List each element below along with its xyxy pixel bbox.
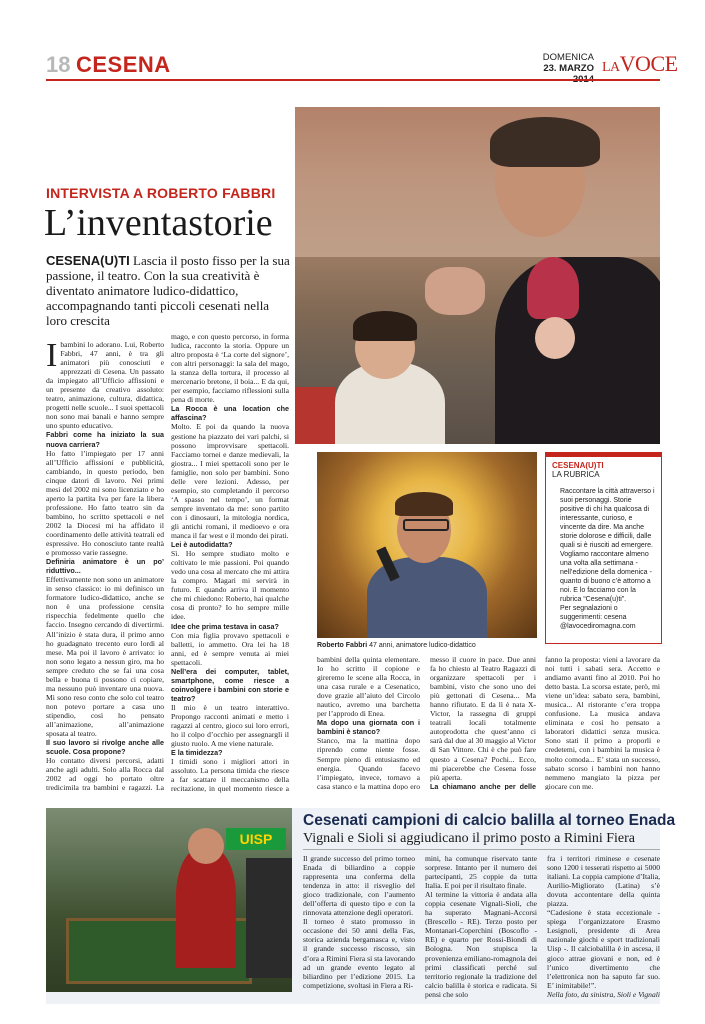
paragraph: fanno la proposta: vieni a lavorare da noi tutti i sabati sera. Accetto e andiamo avanti fino al 2010. Poi ho detto basta. La scorsa estate, però, mi viene un’idea: sabato sera, bambini, musica... Al ristorante c’era troppa confusione. La musica andava eliminata e così ho pensato a laboratori didattici senza musica. Sono stati il primo a proporli e credetemi, con i bambini la musica è molto comoda... E’ stata un successo, sabato scorso i bambini non hanno nemmeno mangiato la pizza per giocare con me. [545, 655, 660, 790]
interview-question: E la timidezza? [171, 748, 223, 758]
paragraph: Sì. Ho sempre studiato molto e coltivato le mie passioni. Poi quando vedo una cosa al mercato che mi attira la compro. Magari mi servirà in futuro. E quando arriva il momento che mi chiedono: Roberto, hai qualche cosa di pronto? Io ho sempre mille idee. [171, 549, 289, 622]
article-column-1 [46, 340, 164, 794]
interview-question: Fabbri come ha iniziato la sua nuova carriera? [46, 430, 164, 449]
paragraph: I timidi sono i migliori attori in assoluto. La persona timida che riesce a far scattare il meccanismo della recitazione, in quel momento riesce a [171, 757, 289, 794]
portrait-photo [317, 452, 537, 638]
page-number: 18 [46, 52, 71, 77]
interview-question: Ma dopo una giornata con i bambini è stanco? [317, 718, 420, 737]
bottom-column-2 [425, 854, 537, 1000]
interview-question: Il suo lavoro si rivolge anche alle scuole. Cosa propone? [46, 738, 164, 757]
bottom-column-3 [547, 854, 660, 1000]
box-contact: Per segnalazioni o suggerimenti: cesena @lavocediromagna.com [560, 605, 636, 630]
article-column-2 [171, 332, 289, 794]
bottom-article-title: Cesenati campioni di calcio balilla al torneo Enada [303, 812, 676, 829]
paragraph: messo il cuore in pace. Due anni fa ho chiesto al Teatro Ragazzi di organizzare spettacoli per i bambini, visto che sono uno dei più gettonati di Cesena... Ma hanno rifiutato. E da lì è nata X-Victor, la rassegna di gruppi teatrali locali totalmente autoprodotta che quest’anno ci sarà dal due al 30 maggio al Victor di San Vittore. Chi è che può fare questo a Cesena? Pochi... Ecco, mi piacerebbe che Cesena fosse più aperta. [430, 655, 536, 782]
interview-question: La Rocca è una location che affascina? [171, 404, 289, 423]
paragraph: Al termine la vittoria è andata alla coppia cesenate Vignali-Sioli, che ha superato Magnani-Accorsi (Brescello - RE). Terzo posto per Montanari-Coperchini (Boscoflo - RE) e quarto per Rossi-Biondi di Bologna. Non stupisca la provenienza emiliano-romagnola dei primi classificati perché sul territorio regionale la tradizione del calcio balilla è storica e radicata. Si pensi che solo [425, 890, 537, 999]
uisp-sign: UISP [226, 828, 286, 850]
article-headline: L’inventastorie [44, 202, 273, 244]
box-title: CESENA(U)TI [552, 461, 604, 470]
section-title: CESENA [76, 52, 171, 77]
article-column-3 [317, 655, 420, 790]
drop-cap: I [46, 340, 58, 374]
paragraph: Il torneo è stato promosso in occasione dei 50 anni della Fas, storica azienda bergamasca e, visto il grande successo riscosso, sin d’ora a Rimini Fiera si sta lavorando ad un grande evento legato al biliardino per l’edizione 2015. La competizione, svoltasi in Fiera a Ri- [303, 917, 415, 990]
interview-question: Definiria animatore è un po’ riduttivo... [46, 557, 164, 576]
paragraph: Con mia figlia provavo spettacoli e balletti, io ammetto. Ora lei ha 18 anni, ed è sempre venuta ai miei spettacoli. [171, 630, 289, 667]
article-kicker: INTERVISTA A ROBERTO FABBRI [46, 185, 276, 201]
article-column-5 [545, 655, 660, 790]
interview-question: Lei è autodidatta? [171, 540, 233, 550]
paragraph: Nella foto, da sinistra, Sioli e Vignali [547, 989, 660, 999]
box-text: Raccontare la città attraverso i suoi personaggi. Storie positive di chi ha qualcosa di interessante, curioso, e vincente da dire. Ma anche storie dolorose e difficili, dalle quali si è riusciti ad emergere. Vogliamo raccontare almeno una volta alla settimana - nell’edizione della domenica - quanto di buono c’è attorno a noi. E lo facciamo con la rubrica “Cesena(u)ti”. [560, 488, 655, 603]
interview-question: Nell’era dei computer, tablet, smartphone, come riesce a coinvolgere i bambini con storie e teatro? [171, 666, 289, 703]
article-column-4 [430, 655, 536, 790]
paragraph: I bambini lo adorano. Lui, Roberto Fabbri, 47 anni, è tra gli animatori più conosciuti e apprezzati di Cesena. Un passato da impiegato all’Ufficio affissioni e un presente da creativo assoluto: teatro, animazione, cultura, didattica, progetti nelle scuole... I suoi spettacoli non sono mai banali e hanno sempre uno spunto educativo. [46, 340, 164, 431]
bottom-article-divider [303, 849, 660, 850]
photo-caption: Roberto Fabbri 47 anni, animatore ludico-didattico [317, 642, 476, 649]
article-lead: CESENA(U)TI Lascia il posto fisso per la sua passione, il teatro. Con la sua creatività è diventato animatore ludico-didattico, accompagnando tanti piccoli cesenati nella loro crescita [46, 253, 290, 328]
box-subtitle: LA RUBRICA [552, 470, 600, 479]
paragraph: “Cadesione è stata eccezionale - spiega l’organizzatore Erasmo Lesignoli, presidente di Area nazionale giochi e sport tradizionali Uisp -. Il calciobalilla è in ascesa, il gioco attrae giovani e non, ed è l’unico divertimento che l’elettronica non ha saputo far suo. E’ inimitabile!”. [547, 908, 660, 990]
paragraph: Ho fatto l’impiegato per 17 anni all’Ufficio affissioni e pubblicità, cambiando, in questo periodo, ben cinque datori di lavoro. Nei primi mesi del 2002 mi sono licenziato e ho aperto la partita Iva per fare la libera professione. Ho fatto teatro sin da bambino, ho scritto spettacoli e nel 2002 la Diocesi mi ha affidato il coordinamento delle attività teatrali ed espressive. Ho conosciuto tante realtà e promosso varie rassegne. [46, 448, 164, 558]
foosball-photo [46, 808, 292, 992]
paragraph: Il mio è un teatro interattivo. Propongo racconti animati e metto i ragazzi al centro, gioco sui loro errori, ho il colpo d’occhio per assegnargli il giusto ruolo. A me viene naturale. [171, 702, 289, 749]
newspaper-logo: LAVOCE [602, 51, 678, 76]
paragraph: Molto. E poi da quando la nuova gestione ha piazzato dei vari palchi, si possono improvvisare spettacoli. Facciamo tornei e danze medievali, la giostra... I miei spettacoli sono per le famiglie, non solo per bambini. Sono delle vere lezioni. Adesso, per esempio, sto completando il percorso ‘A spasso nel tempo’, un format sempre inventato da me: sono partito con i dinosauri, la mitologia nordica, gli antichi romani, il medioevo e ora manca il far west e il mondo dei pirati. [171, 422, 289, 541]
date-text: 23. MARZO [543, 63, 594, 74]
paragraph: bambini della quinta elementare. Io ho scritto il copione e gireremo le scene alla Rocca, in una casa rurale e a Cesenatico, dove grazie all’aiuto del Circolo nautico, avremo una barchetta per l’approdo di Enea. [317, 655, 420, 719]
interview-question: La chiamano anche per delle [430, 781, 536, 790]
paragraph: mini, ha comunque riservato tante sorprese. Intanto per il numero dei partecipanti, 25 coppie da tutta Italia. E poi per il risultato finale. [425, 854, 537, 891]
interview-question: Idee che prima testava in casa? [171, 621, 279, 631]
paragraph: Ho contatto diversi percorsi, adatti anche agli adulti. Solo alla Rocca dal 2002 ad oggi ho portato oltre tredicimila tra bambini e ragazzi. La [46, 756, 164, 793]
bottom-column-1 [303, 854, 415, 1000]
weekday: DOMENICA [542, 52, 594, 63]
paragraph: Stanco, ma la mattina dopo riprendo come niente fosse. Sempre pieno di entusiasmo ed energia. Quando facevo l’impiegato, invece, tornavo a casa stanco e la mattina dopo ero [317, 736, 420, 790]
paragraph: mago, e con questo percorso, in forma ludica, racconto la storia. Oppure un altro proposta è ‘La corte del signore’, con altri personaggi: la sala del mago, la stanza della tortura, il processo al mercenario bretone, il boia... E da qui, per esempio, facciamo riflessioni sulla pena di morte. [171, 332, 289, 405]
main-photo [295, 107, 660, 444]
paragraph: Il grande successo del primo torneo Enada di biliardino a coppie rappresenta una conferma della tendenza in atto: il risveglio del gioco tradizionale, con l’aumento dell’offerta di questo tipo e con la rinnovata attenzione degli operatori. [303, 854, 415, 918]
bottom-article-subtitle: Vignali e Sioli si aggiudicano il primo posto a Rimini Fiera [303, 831, 636, 846]
header-divider [46, 79, 660, 81]
paragraph: fra i territori riminese e cesenate sono 1200 i tesserati rispetto ai 5000 italiani. La coppia campione d’Italia, Aurilio-Migliorato (Latina) s’è dovuta accontentare della quinta piazza. [547, 854, 660, 909]
paragraph: Effettivamente non sono un animatore in senso classico: io mi definisco un formatore ludico-didattico, anche se non è una professione censita rispecchia fedelmente quello che faccio. Insegno cercando di divertirmi. All’inizio è stata dura, il primo anno ho guadagnato trecento euro lordi al mese. Ma poi il lavoro è arrivato: io non sono legato a nessun giro, ma ho sempre creduto che se fai una cosa bella e buona ti possono ci copiare, ma nessuno può inventare una nuova. Mi sono reso conto che solo col teatro non potevo portare a casa uno stipendio, così ho pensato all’animazione, all’animazione sposata al teatro. [46, 575, 164, 739]
column-info-box [545, 452, 662, 644]
